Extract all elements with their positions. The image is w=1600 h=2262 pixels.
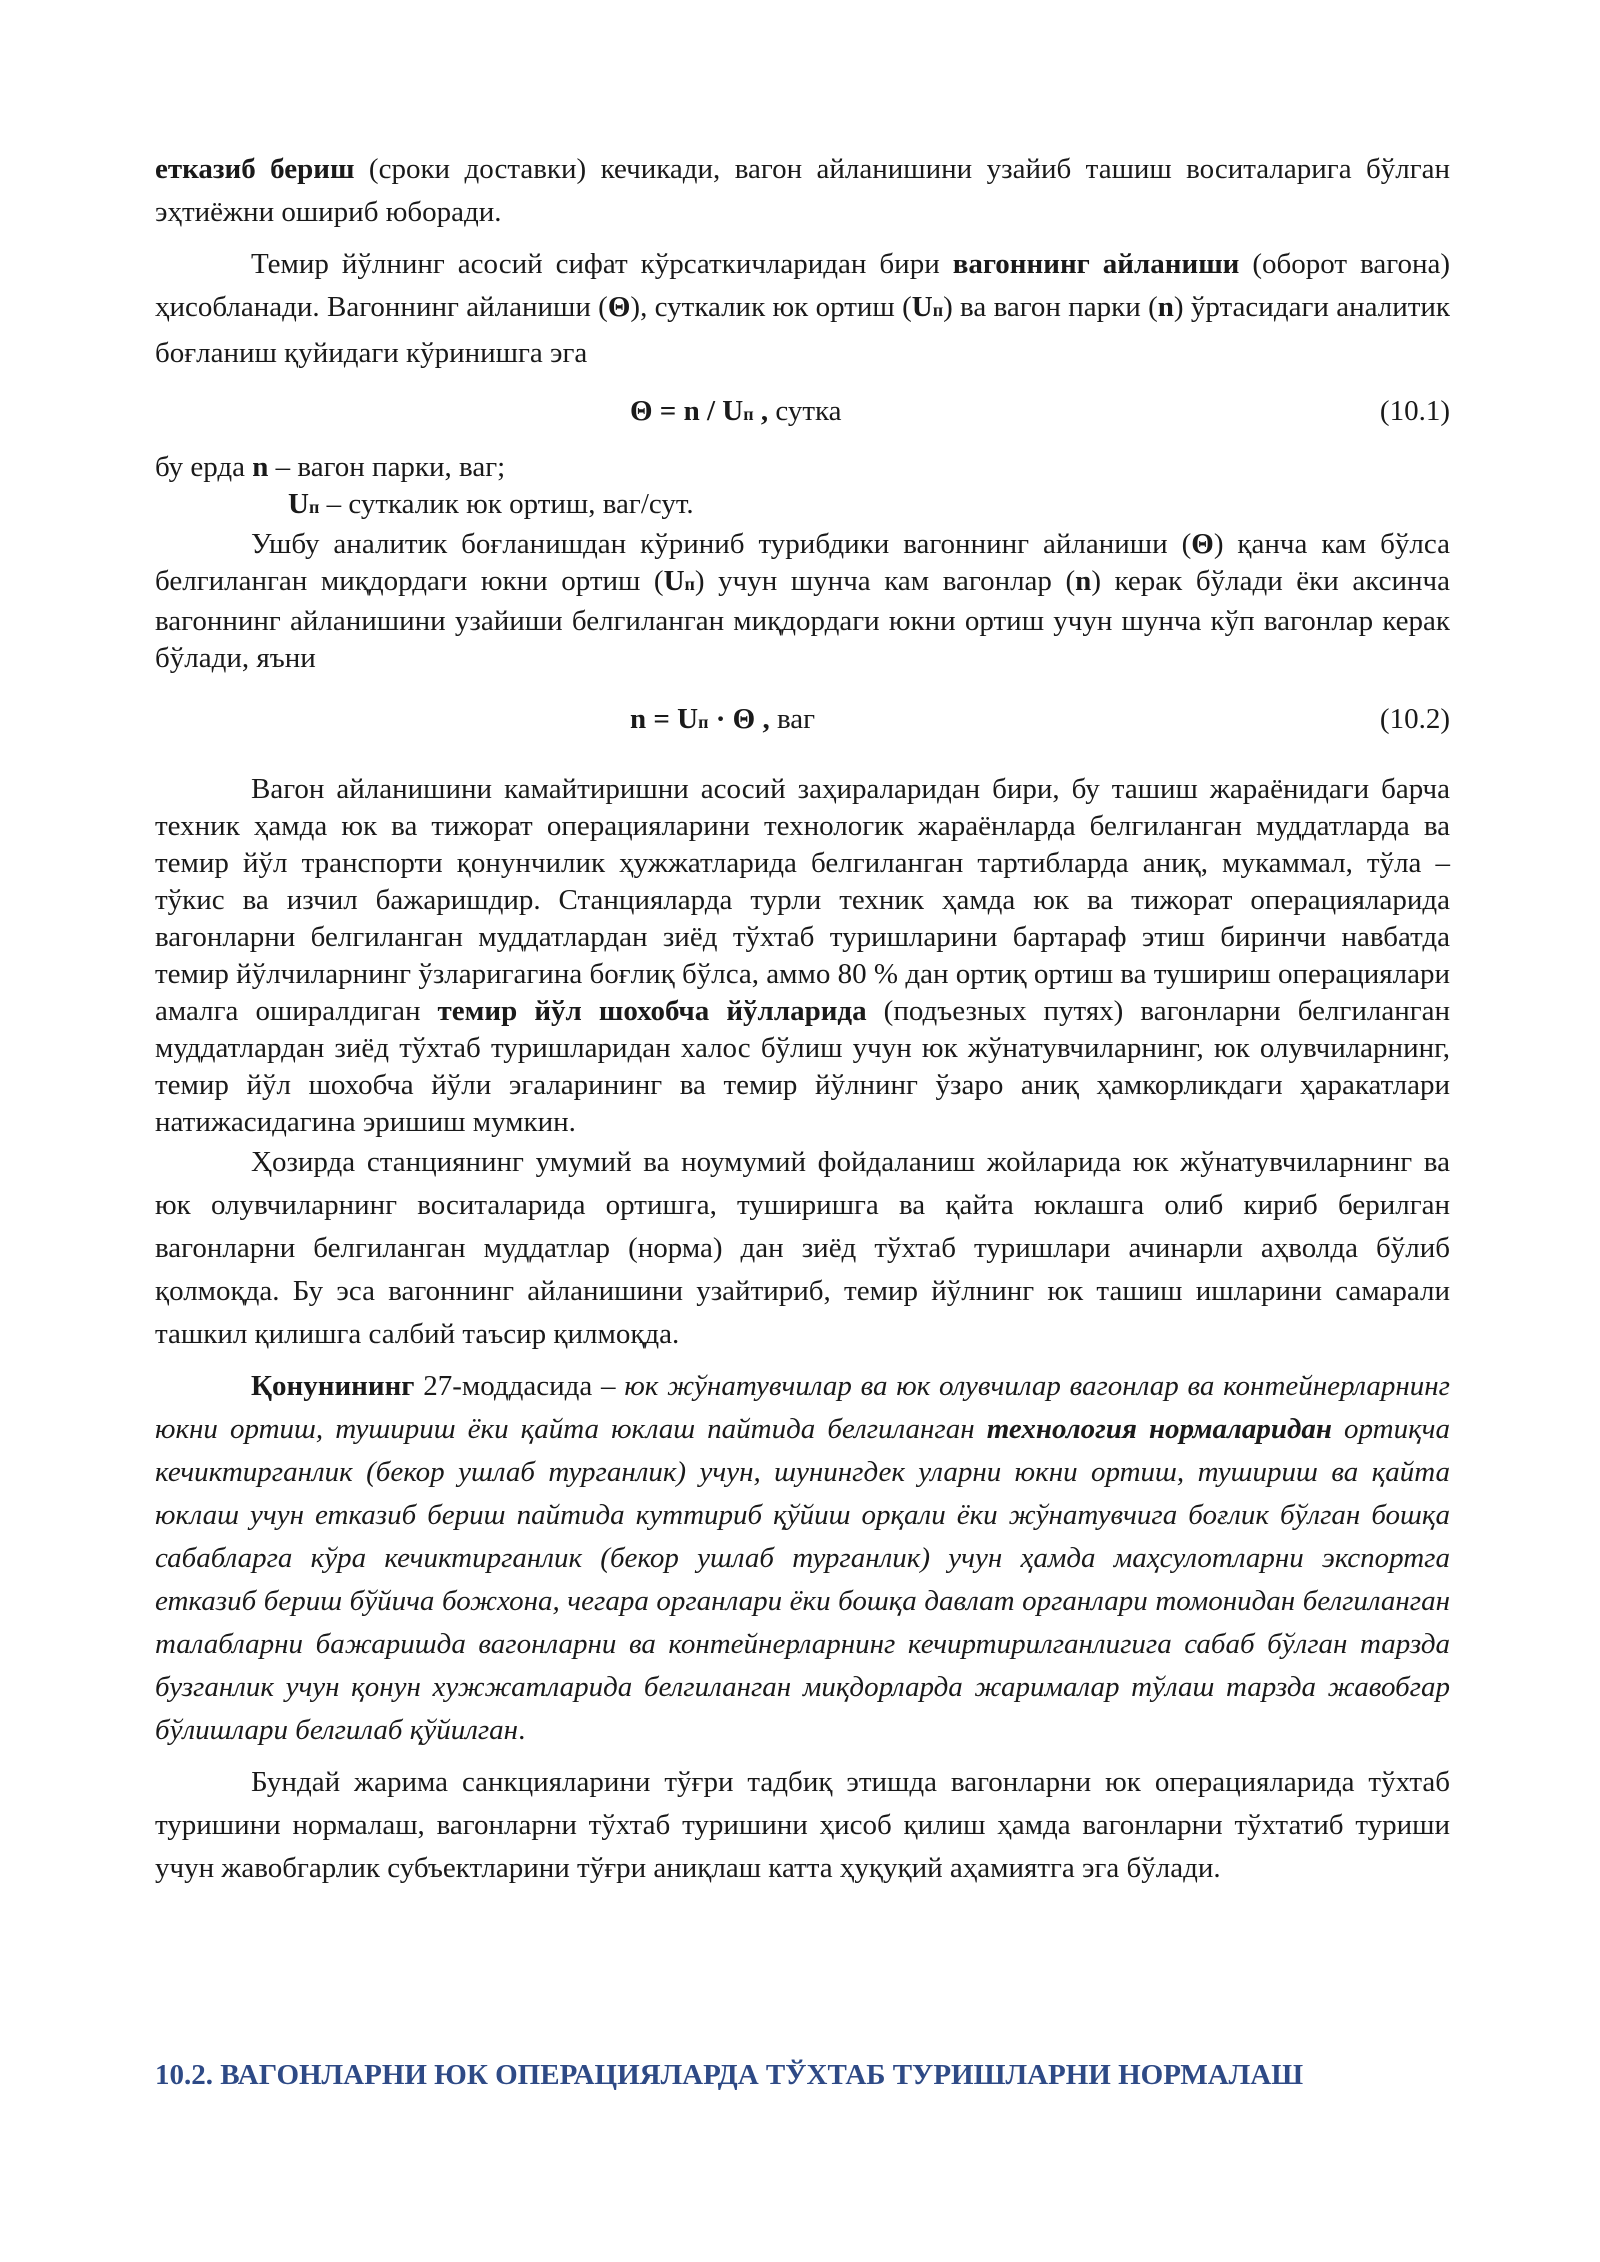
paragraph-text: Бундай жарима санкцияларини тўғри тадбиқ этишда вагонларни юк операцияларида тўхтаб туришини нормалаш, вагонларни тўхтаб туришини ҳисоб қилиш ҳамда вагонларни тўхтатиб туриши учун жавобгарлик субъектларини тўғри аниқлаш катта ҳуқуқий аҳамиятга эга бўлади. bbox=[155, 1766, 1450, 1884]
formula-subscript: п bbox=[698, 712, 709, 732]
text-run: ) учун шунча кам вагонлар ( bbox=[694, 565, 1076, 597]
text-run: ), суткалик юк ортиш ( bbox=[630, 291, 912, 323]
symbol-n: n bbox=[1157, 291, 1174, 323]
formula-main: Θ = n / U bbox=[630, 395, 744, 427]
paragraph-sanctions bbox=[155, 1761, 1450, 1890]
formula-unit: сутка bbox=[768, 395, 842, 427]
italic-run: ортиқча кечиктирганлик (бекор ушлаб турганлик) учун, шунингдек уларни юкни ортиш, тушириш ва қайта юклаш учун етказиб бериш пайтида куттириб қўйиш орқали ёки жўнатувчига боғлик бўлган бошқа сабабларга кўра кечиктирганлик (бекор ушлаб турганлик) учун ҳамда маҳсулотларни экспортга етказиб бериш бўйича божхона, чегара органлари ёки бошқа давлат органлари томонидан белгиланган талабларни бажаришда вагонларни ва контейнерларнинг кечиртирилганлигига сабаб бўлган тарзда бузганлик учун қонун хужжатларида белгиланган миқдорларда жарималар тўлаш тарзда жавобгар бўлишлари белгилаб қўйилган bbox=[155, 1413, 1451, 1746]
symbol-u: U bbox=[911, 291, 933, 323]
text-run: Вагон айланишини камайтиришни асосий заҳираларидан бири, бу ташиш жараёнидаги барча техник ҳамда юк ва тижорат операцияларини технологик жараёнларда белгиланган муддатларда ва темир йўл транспорти қонунчилик ҳужжатларида белгиланган тартибларда аниқ, мукаммал, тўла – тўкис ва изчил бажаришдир. Станцияларда турли техник ҳамда юк ва тижорат операцияларида вагонларни белгиланган муддатлардан зиёд тўхтаб туришларини бартараф этиш биринчи навбатда темир йўлчиларнинг ўзларигагина боғлиқ бўлса, аммо 80 % дан ортиқ ортиш ва тушириш операциялари амалга ошиpалдиган bbox=[155, 773, 1450, 1027]
formula-expression bbox=[630, 699, 815, 742]
formula-separator: , bbox=[753, 395, 769, 427]
text-run: – вагон парки, ваг; bbox=[268, 451, 506, 483]
term-delivery: етказиб бериш bbox=[155, 153, 355, 185]
paragraph-law-article bbox=[155, 1365, 1450, 1752]
text-run: (оборот вагона) ҳисобланади. Вагоннинг айланиши ( bbox=[155, 248, 1450, 323]
symbol-u-subscript: п bbox=[932, 300, 944, 320]
symbol-theta: Θ bbox=[1191, 528, 1214, 560]
text-run: . bbox=[518, 1714, 526, 1746]
paragraph-text: (сроки доставки) кечикади, вагон айланишини узайиб ташиш воситаларига бўлган эҳтиёжни ошириб юборади. bbox=[155, 153, 1451, 228]
symbol-u: U bbox=[663, 565, 685, 597]
text-run: ) ва вагон парки ( bbox=[943, 291, 1158, 323]
paragraph-current-state bbox=[155, 1141, 1450, 1356]
term-siding-tracks: темир йўл шохобча йўлларида bbox=[437, 995, 867, 1027]
section-heading: 10.2. ВАГОНЛАРНИ ЮК ОПЕРАЦИЯЛАРДА ТЎХТАБ ТУРИШЛАРНИ НОРМАЛАШ bbox=[155, 2059, 1304, 2091]
text-run: Темир йўлнинг асосий сифат кўрсаткичларидан бири bbox=[251, 248, 953, 280]
text-run: ) қанча кам бўлса белгиланган миқдордаги юкни ортиш ( bbox=[155, 528, 1450, 597]
term-wagon-turnover: вагоннинг айланиши bbox=[952, 248, 1240, 280]
text-run: бу ерда bbox=[155, 451, 253, 483]
symbol-n: n bbox=[1075, 565, 1092, 597]
symbol-u-subscript: п bbox=[684, 574, 695, 594]
paragraph-turnover-reserves bbox=[155, 771, 1450, 1141]
text-run: – суткалик юк ортиш, ваг/сут. bbox=[319, 488, 694, 520]
text-run: 27-моддасида – bbox=[414, 1370, 625, 1402]
formula-subscript: п bbox=[743, 404, 754, 424]
formula-number: (10.1) bbox=[1379, 395, 1450, 427]
text-run: ) ўртасидаги аналитик боғланиш қуйидаги кўринишга эга bbox=[155, 291, 1450, 369]
paragraph-text: Ҳозирда станциянинг умумий ва ноумумий фойдаланиш жойларида юк жўнатувчиларнинг ва юк олувчиларнинг воситаларида ортишга, туширишга ва қайта юклашга олиб кириб берилган вагонларни белгиланган муддатлар (норма) дан зиёд тўхтаб туришлари ачинарли аҳволда бўлиб қолмоқда. Бу эса вагоннинг айланишини узайтириб, темир йўлнинг юк ташиш ишларини самарали ташкил қилишга салбий таъсир қилмоқда. bbox=[155, 1146, 1450, 1350]
italic-run: юк жўнатувчилар ва юк олувчилар вагонлар ва контейнерларнинг юкни ортиш, тушириш ёки қайта юклаш пайтида белгиланган bbox=[155, 1370, 1450, 1445]
formula-expression bbox=[630, 391, 842, 434]
paragraph-delivery bbox=[155, 148, 1450, 234]
symbol-n: n bbox=[252, 451, 269, 483]
symbol-theta: Θ bbox=[607, 291, 631, 323]
formula-unit: ваг bbox=[769, 703, 816, 735]
where-line-u bbox=[155, 486, 1450, 526]
text-run: (подъезных путях) вагонларни белгиланган муддатлардан зиёд тўхтаб туришларидан халос бўлиш учун юк жўнатувчиларнинг, юк олувчиларнинг, темир йўл шохобча йўли эгаларининг ва темир йўлнинг ўзаро аниқ ҳамкорликдаги ҳаракатлари натижасидагина эришиш мумкин. bbox=[155, 995, 1450, 1138]
formula-main: n = U bbox=[630, 703, 699, 735]
symbol-u-subscript: п bbox=[308, 497, 320, 517]
text-run: ) керак бўлади ёки аксинча вагоннинг айланишини узайиши белгиланган миқдордаги юкни ортиш учун шунча кўп вагонлар керак бўлади, яъни bbox=[155, 565, 1450, 674]
paragraph-turnover-analysis bbox=[155, 526, 1450, 677]
formula-10-2 bbox=[155, 699, 1450, 739]
term-law: Қонунининг bbox=[251, 1370, 415, 1402]
term-technology-norms: технология нормаларидан bbox=[986, 1413, 1332, 1445]
text-run: Ушбу аналитик боғланишдан кўриниб турибдики вагоннинг айланиши ( bbox=[251, 528, 1192, 560]
formula-number: (10.2) bbox=[1379, 703, 1450, 735]
where-line-n bbox=[155, 449, 1450, 486]
symbol-u: U bbox=[288, 488, 309, 520]
document-page bbox=[155, 148, 1450, 1890]
paragraph-turnover-definition bbox=[155, 243, 1450, 375]
formula-theta: · Θ , bbox=[708, 703, 770, 735]
formula-10-1 bbox=[155, 391, 1450, 431]
